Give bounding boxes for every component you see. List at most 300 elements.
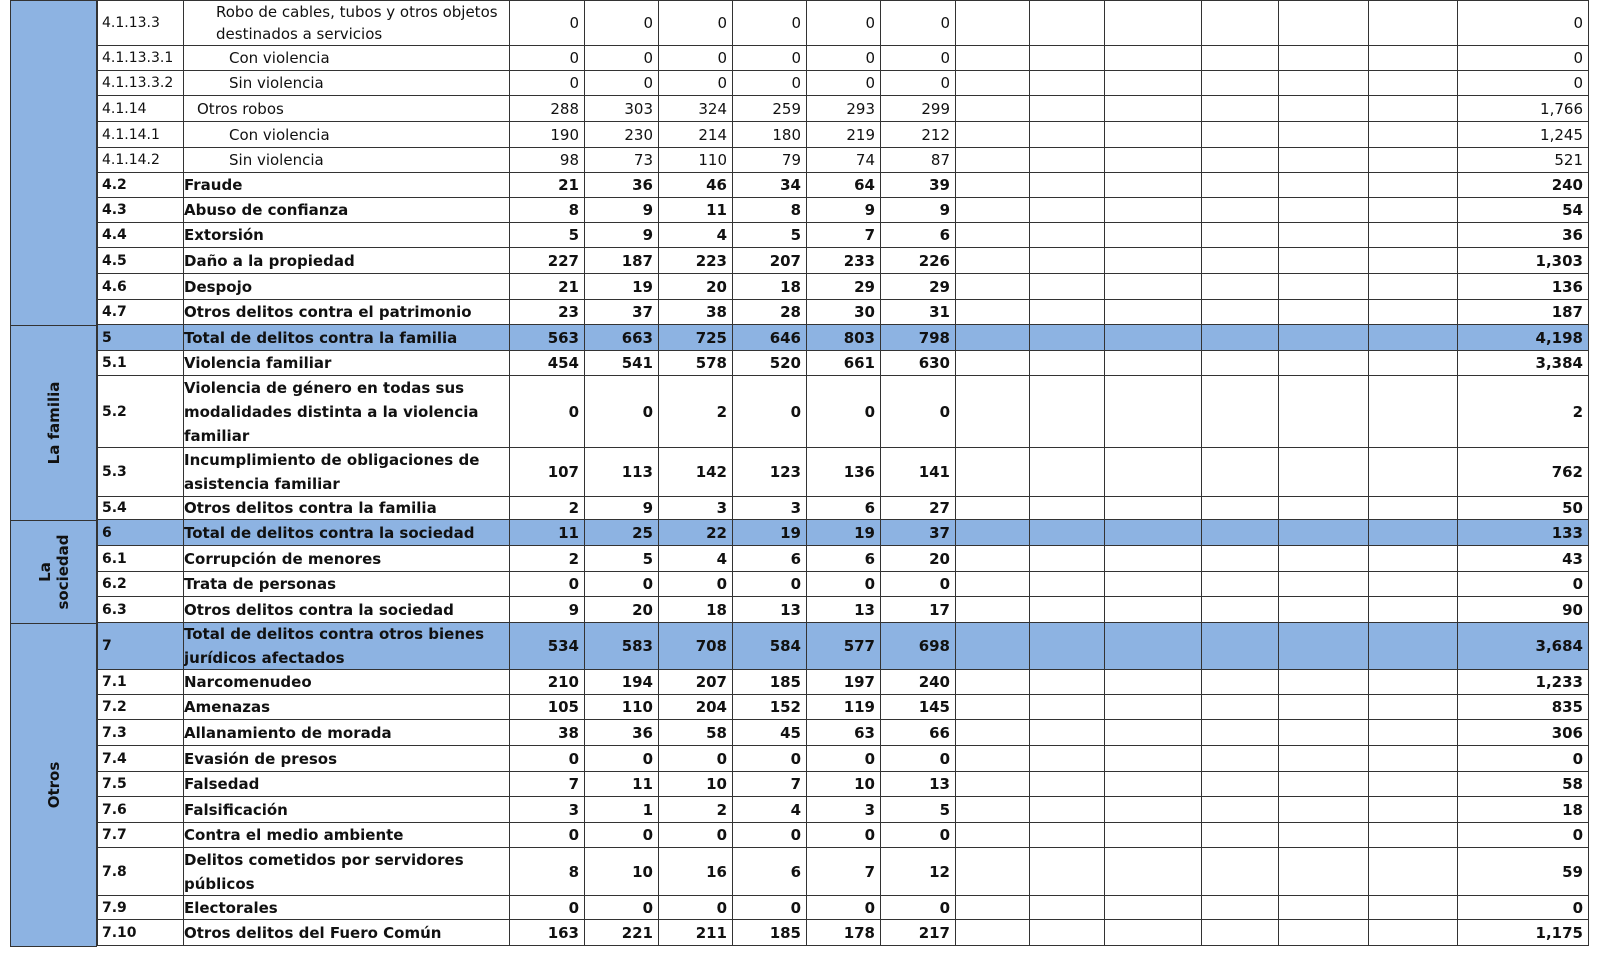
row-total-cell <box>1457 520 1589 545</box>
period-value-cell <box>584 376 658 447</box>
crime-name-cell <box>183 546 509 571</box>
period-value-cell <box>880 122 955 147</box>
period-value-cell-text: 0 <box>717 74 727 92</box>
table-row <box>97 223 1589 248</box>
period-value-cell <box>509 623 584 669</box>
empty-period-cell <box>1029 572 1104 596</box>
code-cell <box>97 920 183 945</box>
period-value-cell-text: 105 <box>547 698 579 716</box>
empty-period-cell <box>955 351 1029 375</box>
period-value-cell <box>584 325 658 350</box>
period-value-cell <box>806 695 880 719</box>
empty-period-cell <box>1368 148 1457 172</box>
period-value-cell-text: 39 <box>929 176 950 194</box>
period-value-cell-text: 0 <box>568 402 579 421</box>
empty-period-cell <box>1368 300 1457 324</box>
crime-name-cell-text: Amenazas <box>184 698 270 716</box>
empty-period-cell <box>1368 274 1457 299</box>
period-value-cell <box>732 720 806 745</box>
period-value-cell-text: 0 <box>939 402 950 421</box>
period-value-cell <box>658 148 732 172</box>
row-total-cell-text: 1,175 <box>1535 923 1583 942</box>
period-value-cell <box>732 520 806 545</box>
row-total-cell-text: 0 <box>1572 826 1583 844</box>
empty-period-cell <box>1368 746 1457 771</box>
code-cell-text: 6.1 <box>102 550 127 567</box>
period-value-cell-text: 2 <box>568 499 579 517</box>
period-value-cell <box>880 623 955 669</box>
period-value-cell <box>732 274 806 299</box>
period-value-cell <box>880 173 955 197</box>
empty-period-cell <box>1201 96 1278 121</box>
period-value-cell-text: 661 <box>843 354 875 372</box>
period-value-cell-text: 107 <box>547 463 579 481</box>
period-value-cell <box>658 670 732 694</box>
code-cell <box>97 695 183 719</box>
period-value-cell-text: 0 <box>865 14 875 32</box>
period-value-cell <box>732 497 806 519</box>
group-band-patrimonio <box>10 0 97 326</box>
crime-name-cell-text: Incumplimiento de obligaciones de asistencia familiar <box>184 451 480 493</box>
period-value-cell-text: 9 <box>568 600 579 619</box>
code-cell-text: 4.4 <box>102 227 127 243</box>
empty-period-cell <box>1201 448 1278 496</box>
period-value-cell <box>658 325 732 350</box>
period-value-cell <box>806 746 880 771</box>
code-cell <box>97 597 183 622</box>
table-row <box>97 448 1589 497</box>
table-row <box>97 71 1589 96</box>
period-value-cell <box>880 720 955 745</box>
period-value-cell-text: 22 <box>706 523 727 542</box>
crime-name-cell-text: Robo de cables, tubos y otros objetos destinados a servicios <box>216 3 498 43</box>
period-value-cell-text: 5 <box>568 226 579 244</box>
period-value-cell <box>806 198 880 222</box>
crime-name-cell <box>183 46 509 70</box>
period-value-cell-text: 163 <box>547 923 579 942</box>
period-value-cell <box>584 746 658 771</box>
period-value-cell <box>806 670 880 694</box>
period-value-cell-text: 19 <box>854 523 875 542</box>
code-cell <box>97 148 183 172</box>
crime-name-cell-text: Otros delitos del Fuero Común <box>184 923 442 942</box>
code-cell <box>97 173 183 197</box>
period-value-cell-text: 299 <box>921 99 950 118</box>
crime-name-cell-text: Abuso de confianza <box>184 201 349 219</box>
empty-period-cell <box>1104 71 1201 95</box>
period-value-cell-text: 6 <box>864 499 875 517</box>
period-value-cell-text: 0 <box>717 14 727 32</box>
period-value-cell-text: 16 <box>706 862 727 881</box>
empty-period-cell <box>1201 546 1278 571</box>
empty-period-cell <box>1104 148 1201 172</box>
period-value-cell-text: 37 <box>632 303 653 321</box>
period-value-cell-text: 145 <box>918 698 950 716</box>
crime-name-cell-text: Corrupción de menores <box>184 549 382 568</box>
empty-period-cell <box>1278 720 1368 745</box>
table-row <box>97 572 1589 597</box>
code-cell <box>97 198 183 222</box>
period-value-cell-text: 10 <box>854 775 875 793</box>
period-value-cell <box>880 772 955 796</box>
period-value-cell <box>509 695 584 719</box>
code-cell <box>97 223 183 247</box>
period-value-cell <box>584 198 658 222</box>
crime-name-cell-text: Total de delitos contra la sociedad <box>184 523 475 542</box>
period-value-cell <box>584 546 658 571</box>
code-cell-text: 4.2 <box>102 177 127 193</box>
period-value-cell <box>509 274 584 299</box>
empty-period-cell <box>1278 248 1368 273</box>
period-value-cell-text: 210 <box>547 673 579 691</box>
period-value-cell <box>732 848 806 895</box>
period-value-cell <box>509 797 584 822</box>
row-total-cell-text: 0 <box>1572 749 1583 768</box>
empty-period-cell <box>1201 720 1278 745</box>
code-cell <box>97 497 183 519</box>
period-value-cell-text: 520 <box>769 354 801 372</box>
empty-period-cell <box>955 497 1029 519</box>
empty-period-cell <box>1278 546 1368 571</box>
period-value-cell-text: 803 <box>843 328 875 347</box>
row-total-cell <box>1457 695 1589 719</box>
period-value-cell <box>732 448 806 496</box>
period-value-cell-text: 725 <box>695 328 727 347</box>
table-row <box>97 376 1589 448</box>
period-value-cell-text: 3 <box>716 499 727 517</box>
empty-period-cell <box>955 695 1029 719</box>
empty-period-cell <box>955 746 1029 771</box>
period-value-cell <box>806 300 880 324</box>
empty-period-cell <box>1278 797 1368 822</box>
empty-period-cell <box>1278 223 1368 247</box>
code-cell <box>97 274 183 299</box>
period-value-cell-text: 46 <box>706 176 727 194</box>
code-cell-text: 6.3 <box>102 601 127 618</box>
row-total-cell-text: 2 <box>1572 402 1583 421</box>
table-row <box>97 96 1589 122</box>
period-value-cell-text: 577 <box>843 637 875 655</box>
crime-name-cell <box>183 497 509 519</box>
period-value-cell-text: 17 <box>929 600 950 619</box>
empty-period-cell <box>1029 546 1104 571</box>
crime-name-cell <box>183 300 509 324</box>
empty-period-cell <box>1029 71 1104 95</box>
period-value-cell <box>732 46 806 70</box>
empty-period-cell <box>1104 376 1201 447</box>
table-row <box>97 148 1589 173</box>
total-row <box>97 623 1589 670</box>
period-value-cell-text: 204 <box>695 698 727 716</box>
period-value-cell-text: 646 <box>769 328 801 347</box>
period-value-cell-text: 219 <box>846 125 875 144</box>
empty-period-cell <box>1278 623 1368 669</box>
period-value-cell-text: 11 <box>558 523 579 542</box>
period-value-cell <box>806 797 880 822</box>
period-value-cell-text: 194 <box>621 673 653 691</box>
empty-period-cell <box>1104 797 1201 822</box>
empty-period-cell <box>1278 823 1368 847</box>
empty-period-cell <box>955 198 1029 222</box>
empty-period-cell <box>1278 448 1368 496</box>
period-value-cell-text: 3 <box>568 800 579 819</box>
crime-name-cell <box>183 248 509 273</box>
period-value-cell <box>509 122 584 147</box>
period-value-cell <box>584 520 658 545</box>
period-value-cell <box>509 376 584 447</box>
table-row <box>97 546 1589 572</box>
period-value-cell-text: 110 <box>698 151 727 169</box>
crime-name-cell-text: Allanamiento de morada <box>184 723 392 742</box>
period-value-cell-text: 0 <box>790 826 801 844</box>
empty-period-cell <box>1201 597 1278 622</box>
empty-period-cell <box>1029 670 1104 694</box>
period-value-cell <box>880 351 955 375</box>
period-value-cell <box>584 96 658 121</box>
period-value-cell <box>732 300 806 324</box>
empty-period-cell <box>1278 1 1368 45</box>
period-value-cell <box>584 173 658 197</box>
period-value-cell <box>658 546 732 571</box>
period-value-cell <box>806 772 880 796</box>
period-value-cell-text: 38 <box>558 723 579 742</box>
empty-period-cell <box>1029 148 1104 172</box>
empty-period-cell <box>1368 46 1457 70</box>
period-value-cell <box>732 597 806 622</box>
row-total-cell <box>1457 198 1589 222</box>
period-value-cell-text: 6 <box>939 226 950 244</box>
crime-name-cell <box>183 623 509 669</box>
code-cell <box>97 122 183 147</box>
empty-period-cell <box>1368 223 1457 247</box>
empty-period-cell <box>1104 122 1201 147</box>
period-value-cell-text: 66 <box>929 723 950 742</box>
empty-period-cell <box>1104 546 1201 571</box>
empty-period-cell <box>1278 122 1368 147</box>
code-cell <box>97 746 183 771</box>
period-value-cell <box>732 772 806 796</box>
crime-name-cell-text: Narcomenudeo <box>184 673 312 691</box>
period-value-cell <box>732 122 806 147</box>
period-value-cell <box>584 623 658 669</box>
period-value-cell-text: 36 <box>632 176 653 194</box>
period-value-cell-text: 0 <box>569 14 579 32</box>
group-band-otros <box>10 623 97 947</box>
code-cell <box>97 96 183 121</box>
empty-period-cell <box>1368 546 1457 571</box>
row-total-cell-text: 0 <box>1573 14 1583 32</box>
period-value-cell <box>880 597 955 622</box>
code-cell <box>97 848 183 895</box>
period-value-cell-text: 223 <box>695 251 727 270</box>
period-value-cell <box>658 520 732 545</box>
empty-period-cell <box>1201 248 1278 273</box>
empty-period-cell <box>1278 920 1368 945</box>
period-value-cell <box>584 448 658 496</box>
crime-name-cell <box>183 351 509 375</box>
row-total-cell <box>1457 274 1589 299</box>
period-value-cell-text: 0 <box>940 14 950 32</box>
row-total-cell <box>1457 597 1589 622</box>
row-total-cell-text: 59 <box>1562 862 1583 881</box>
empty-period-cell <box>955 448 1029 496</box>
period-value-cell <box>584 300 658 324</box>
period-value-cell-text: 110 <box>621 698 653 716</box>
code-cell-text: 5 <box>102 329 112 346</box>
empty-period-cell <box>1029 772 1104 796</box>
empty-period-cell <box>955 122 1029 147</box>
row-total-cell-text: 1,766 <box>1540 99 1583 118</box>
period-value-cell-text: 6 <box>864 549 875 568</box>
period-value-cell-text: 0 <box>716 749 727 768</box>
empty-period-cell <box>1104 823 1201 847</box>
empty-period-cell <box>1278 746 1368 771</box>
period-value-cell-text: 185 <box>769 673 801 691</box>
period-value-cell-text: 87 <box>930 151 950 169</box>
code-cell-text: 7.4 <box>102 750 127 767</box>
period-value-cell-text: 9 <box>864 201 875 219</box>
empty-period-cell <box>1029 96 1104 121</box>
period-value-cell-text: 79 <box>781 151 801 169</box>
period-value-cell <box>880 148 955 172</box>
period-value-cell-text: 0 <box>643 74 653 92</box>
crime-name-cell-text: Violencia familiar <box>184 354 332 372</box>
period-value-cell <box>880 71 955 95</box>
period-value-cell <box>732 695 806 719</box>
crime-name-cell-text: Evasión de presos <box>184 749 338 768</box>
period-value-cell <box>509 351 584 375</box>
code-cell <box>97 623 183 669</box>
empty-period-cell <box>1368 572 1457 596</box>
empty-period-cell <box>1368 720 1457 745</box>
code-cell-text: 4.1.13.3.1 <box>102 50 174 66</box>
period-value-cell <box>806 520 880 545</box>
period-value-cell <box>732 223 806 247</box>
empty-period-cell <box>1104 325 1201 350</box>
code-cell-text: 7.1 <box>102 674 127 690</box>
code-cell-text: 4.1.13.3.2 <box>102 75 174 91</box>
period-value-cell-text: 30 <box>854 303 875 321</box>
period-value-cell-text: 583 <box>621 637 653 655</box>
code-cell <box>97 71 183 95</box>
period-value-cell-text: 73 <box>633 151 653 169</box>
period-value-cell <box>584 248 658 273</box>
period-value-cell-text: 663 <box>621 328 653 347</box>
period-value-cell <box>658 823 732 847</box>
period-value-cell-text: 64 <box>854 176 875 194</box>
row-total-cell-text: 50 <box>1562 499 1583 517</box>
table-row <box>97 300 1589 325</box>
empty-period-cell <box>1029 520 1104 545</box>
table-row <box>97 772 1589 797</box>
period-value-cell <box>732 797 806 822</box>
row-total-cell-text: 58 <box>1562 775 1583 793</box>
empty-period-cell <box>1201 198 1278 222</box>
crime-name-cell <box>183 96 509 121</box>
period-value-cell <box>584 497 658 519</box>
empty-period-cell <box>1278 896 1368 919</box>
empty-period-cell <box>1368 520 1457 545</box>
period-value-cell-text: 0 <box>939 826 950 844</box>
table-row <box>97 695 1589 720</box>
empty-period-cell <box>955 546 1029 571</box>
period-value-cell-text: 240 <box>918 673 950 691</box>
crime-name-cell <box>183 597 509 622</box>
crime-name-cell <box>183 122 509 147</box>
code-cell-text: 6 <box>102 524 112 541</box>
period-value-cell <box>732 198 806 222</box>
empty-period-cell <box>955 797 1029 822</box>
period-value-cell-text: 7 <box>864 862 875 881</box>
empty-period-cell <box>1368 248 1457 273</box>
row-total-cell-text: 1,233 <box>1535 673 1583 691</box>
period-value-cell <box>509 96 584 121</box>
row-total-cell <box>1457 223 1589 247</box>
period-value-cell-text: 34 <box>780 176 801 194</box>
period-value-cell <box>658 920 732 945</box>
period-value-cell-text: 221 <box>621 923 653 942</box>
period-value-cell-text: 541 <box>621 354 653 372</box>
row-total-cell-text: 835 <box>1551 698 1583 716</box>
period-value-cell <box>806 274 880 299</box>
empty-period-cell <box>955 71 1029 95</box>
table-row <box>97 173 1589 198</box>
crime-name-cell <box>183 223 509 247</box>
empty-period-cell <box>1368 96 1457 121</box>
empty-period-cell <box>955 96 1029 121</box>
code-cell <box>97 546 183 571</box>
period-value-cell-text: 4 <box>716 226 727 244</box>
empty-period-cell <box>1278 572 1368 596</box>
period-value-cell-text: 233 <box>843 251 875 270</box>
empty-period-cell <box>955 623 1029 669</box>
period-value-cell <box>880 325 955 350</box>
crime-name-cell <box>183 670 509 694</box>
period-value-cell-text: 5 <box>642 549 653 568</box>
period-value-cell-text: 28 <box>780 303 801 321</box>
period-value-cell <box>658 173 732 197</box>
period-value-cell-text: 19 <box>632 277 653 296</box>
period-value-cell-text: 20 <box>632 600 653 619</box>
empty-period-cell <box>1201 695 1278 719</box>
period-value-cell-text: 214 <box>698 125 727 144</box>
period-value-cell <box>584 720 658 745</box>
empty-period-cell <box>1104 173 1201 197</box>
empty-period-cell <box>1368 122 1457 147</box>
period-value-cell-text: 185 <box>769 923 801 942</box>
period-value-cell-text: 0 <box>864 749 875 768</box>
code-cell-text: 4.7 <box>102 304 127 320</box>
period-value-cell-text: 0 <box>939 898 950 917</box>
period-value-cell-text: 0 <box>864 575 875 593</box>
period-value-cell-text: 74 <box>855 151 875 169</box>
empty-period-cell <box>1104 96 1201 121</box>
period-value-cell <box>732 148 806 172</box>
period-value-cell <box>880 376 955 447</box>
code-cell-text: 4.3 <box>102 202 127 218</box>
crime-name-cell-text: Falsedad <box>184 775 260 793</box>
period-value-cell-text: 180 <box>772 125 801 144</box>
code-cell <box>97 797 183 822</box>
empty-period-cell <box>955 670 1029 694</box>
period-value-cell <box>732 670 806 694</box>
crime-name-cell <box>183 695 509 719</box>
empty-period-cell <box>955 46 1029 70</box>
empty-period-cell <box>955 248 1029 273</box>
period-value-cell <box>732 71 806 95</box>
code-cell <box>97 896 183 919</box>
period-value-cell-text: 31 <box>929 303 950 321</box>
